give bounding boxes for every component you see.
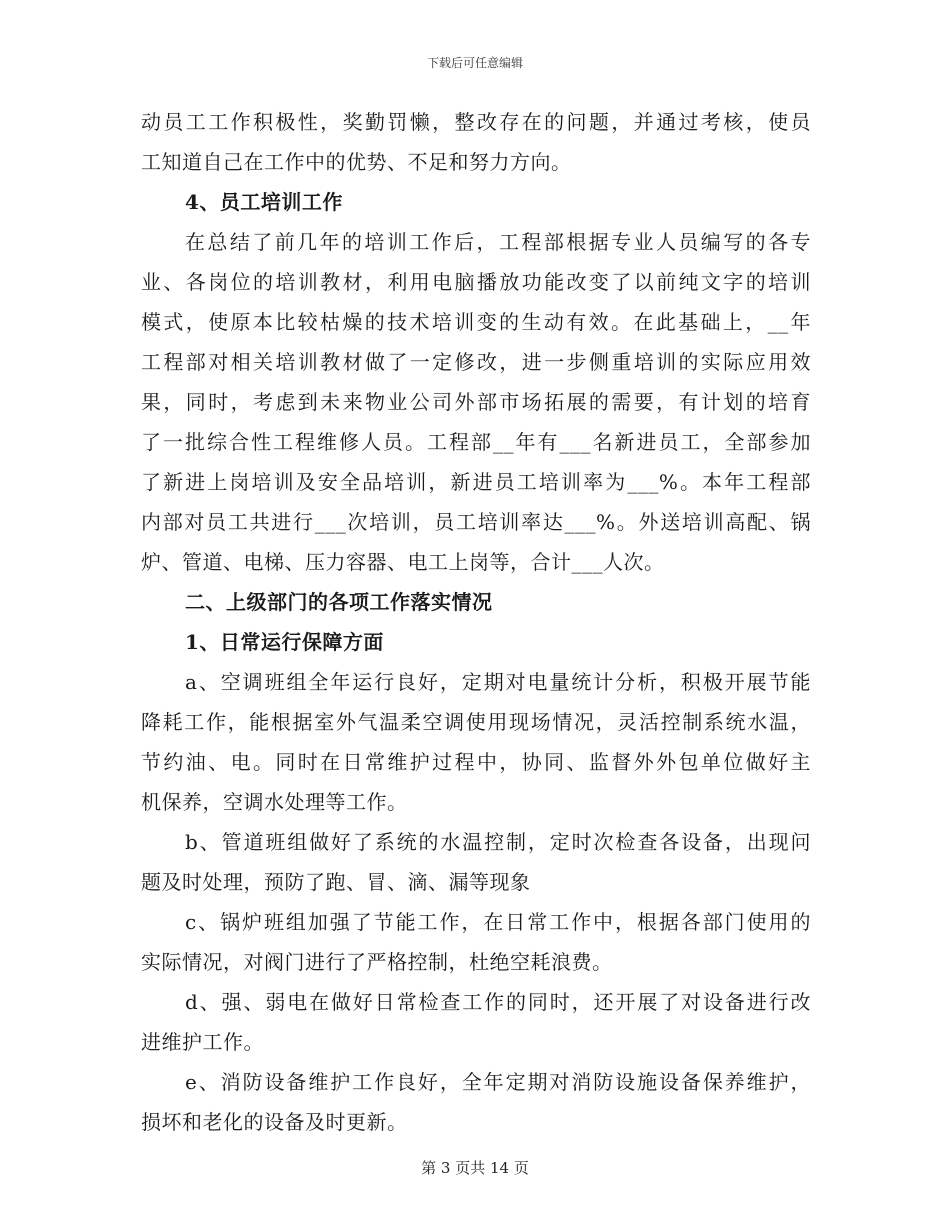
text-line: 节约油、电。同时在日常维护过程中，协同、监督外外包单位做好主 xyxy=(141,750,811,774)
text-line: 实际情况，对阀门进行了严格控制，杜绝空耗浪费。 xyxy=(141,950,613,974)
text-line: c、锅炉班组加强了节能工作，在日常工作中，根据各部门使用的 xyxy=(185,910,811,934)
text-line: 动员工工作积极性，奖勤罚懒，整改存在的问题，并通过考核，使员 xyxy=(141,110,811,134)
section-heading: 1、日常运行保障方面 xyxy=(185,630,384,654)
page-footer: 第 3 页共 14 页 xyxy=(421,1159,529,1177)
text-line: 降耗工作，能根据室外气温柔空调使用现场情况，灵活控制系统水温， xyxy=(141,710,811,734)
section-heading: 二、上级部门的各项工作落实情况 xyxy=(185,590,493,614)
document-body xyxy=(141,102,811,1142)
text-line: 果，同时，考虑到未来物业公司外部市场拓展的需要，有计划的培育 xyxy=(141,390,811,414)
text-line: 机保养，空调水处理等工作。 xyxy=(141,790,408,814)
text-line: a、空调班组全年运行良好，定期对电量统计分析，积极开展节能 xyxy=(185,670,811,694)
text-line: 炉、管道、电梯、压力容器、电工上岗等，合计___人次。 xyxy=(141,550,665,574)
text-line: 了新进上岗培训及安全品培训，新进员工培训率为___%。本年工程部 xyxy=(141,470,811,494)
text-line: b、管道班组做好了系统的水温控制，定时次检查各设备，出现问 xyxy=(185,830,811,854)
text-line: 进维护工作。 xyxy=(141,1030,264,1054)
text-line: 工知道自己在工作中的优势、不足和努力方向。 xyxy=(141,150,572,174)
text-line: 业、各岗位的培训教材，利用电脑播放功能改变了以前纯文字的培训 xyxy=(141,270,811,294)
text-line: e、消防设备维护工作良好，全年定期对消防设施设备保养维护， xyxy=(185,1070,811,1094)
text-line: 题及时处理，预防了跑、冒、滴、漏等现象 xyxy=(141,870,531,894)
text-line: 工程部对相关培训教材做了一定修改，进一步侧重培训的实际应用效 xyxy=(141,350,811,374)
text-line: 模式，使原本比较枯燥的技术培训变的生动有效。在此基础上，__年 xyxy=(141,310,811,334)
page-header: 下载后可任意编辑 xyxy=(426,56,523,70)
section-heading: 4、员工培训工作 xyxy=(185,190,343,214)
text-line: 损坏和老化的设备及时更新。 xyxy=(141,1110,408,1134)
text-line: 内部对员工共进行___次培训，员工培训率达___%。外送培训高配、锅 xyxy=(141,510,811,534)
text-line: d、强、弱电在做好日常检查工作的同时，还开展了对设备进行改 xyxy=(185,990,811,1014)
text-line: 在总结了前几年的培训工作后，工程部根据专业人员编写的各专 xyxy=(185,230,811,254)
text-line: 了一批综合性工程维修人员。工程部__年有___名新进员工，全部参加 xyxy=(141,430,811,454)
